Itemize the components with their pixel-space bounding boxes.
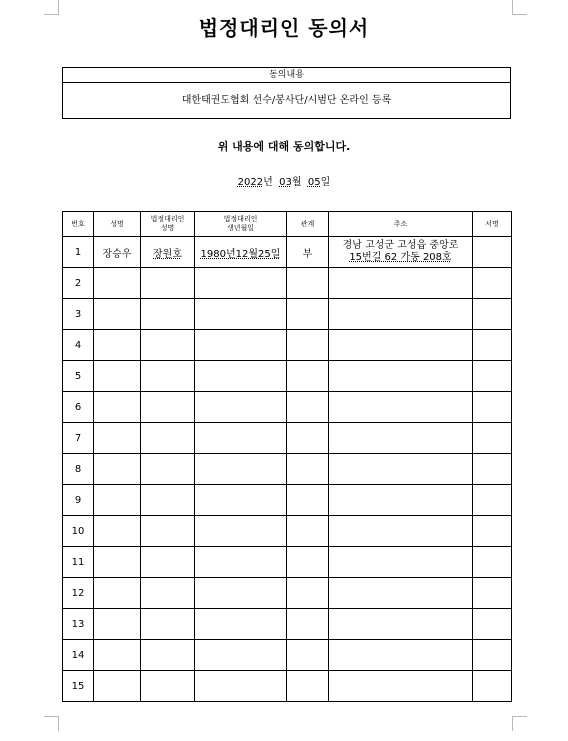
cell-guardian-birth-text: 1980년12월25일 — [200, 248, 281, 260]
cell-relation — [287, 547, 329, 578]
cell-number — [63, 454, 94, 485]
cell-name — [94, 609, 141, 640]
cell-guardian-name — [141, 609, 195, 640]
cell-guardian-birth — [195, 547, 287, 578]
cell-guardian-name — [141, 578, 195, 609]
cell-number — [63, 268, 94, 299]
table-header-row — [63, 212, 512, 237]
cell-relation — [287, 454, 329, 485]
cell-guardian-name — [141, 671, 195, 702]
col-header-number: 번호 — [63, 212, 94, 237]
cell-name — [94, 671, 141, 702]
cell-number-text: 5 — [74, 370, 82, 382]
table-row — [63, 547, 512, 578]
cell-signature — [473, 671, 512, 702]
cell-guardian-name — [141, 516, 195, 547]
cell-guardian-birth — [195, 454, 287, 485]
cell-address — [329, 454, 473, 485]
address-line-2: 15번길 62 가동 208호 — [349, 252, 452, 263]
cell-signature — [473, 237, 512, 268]
guardian-table — [62, 211, 512, 702]
date-line — [0, 173, 568, 188]
table-row — [63, 640, 512, 671]
cell-guardian-birth — [195, 268, 287, 299]
cell-signature — [473, 454, 512, 485]
cell-number — [63, 361, 94, 392]
cell-guardian-name — [141, 640, 195, 671]
cell-name — [94, 268, 141, 299]
col-header-address: 주소 — [329, 212, 473, 237]
table-row — [63, 578, 512, 609]
cell-number-text: 6 — [74, 401, 82, 413]
cell-number — [63, 299, 94, 330]
cell-number-text: 7 — [74, 432, 82, 444]
date-month: 03 — [279, 177, 292, 188]
cell-number — [63, 609, 94, 640]
cell-address — [329, 671, 473, 702]
cell-signature — [473, 485, 512, 516]
cell-guardian-name — [141, 392, 195, 423]
cell-address — [329, 640, 473, 671]
cell-number-text: 14 — [71, 649, 85, 661]
cell-address — [329, 609, 473, 640]
table-body — [63, 237, 512, 702]
cell-address — [329, 578, 473, 609]
cell-relation-text: 부 — [302, 248, 313, 260]
cell-signature — [473, 361, 512, 392]
cell-signature — [473, 609, 512, 640]
table-row — [63, 330, 512, 361]
address-line-1: 경남 고성군 고성읍 중앙로 — [342, 240, 459, 251]
cell-guardian-birth — [195, 361, 287, 392]
cell-number-text: 15 — [71, 680, 85, 692]
cell-signature — [473, 423, 512, 454]
table-row — [63, 516, 512, 547]
cell-signature — [473, 578, 512, 609]
date-day: 05 — [307, 177, 321, 188]
consent-header: 동의내용 — [63, 68, 510, 83]
date-year: 2022 — [237, 177, 264, 188]
col-header-guardian-name: 법정대리인 성명 — [141, 212, 195, 237]
cell-number-text: 2 — [74, 277, 82, 289]
cell-number-text: 13 — [71, 618, 85, 630]
cell-relation — [287, 392, 329, 423]
cell-name — [94, 361, 141, 392]
cell-relation — [287, 640, 329, 671]
cell-guardian-name — [141, 423, 195, 454]
cell-relation — [287, 299, 329, 330]
cell-number — [63, 485, 94, 516]
cell-signature — [473, 268, 512, 299]
cell-relation — [287, 671, 329, 702]
cell-number — [63, 640, 94, 671]
cell-guardian-birth — [195, 578, 287, 609]
table-row — [63, 609, 512, 640]
cell-relation — [287, 330, 329, 361]
agree-statement: 위 내용에 대해 동의합니다. — [217, 140, 351, 153]
cell-relation — [287, 516, 329, 547]
cell-relation — [287, 578, 329, 609]
cell-signature — [473, 392, 512, 423]
cell-guardian-name — [141, 268, 195, 299]
cell-name — [94, 547, 141, 578]
cell-name — [94, 454, 141, 485]
cell-relation — [287, 361, 329, 392]
cell-number-text: 4 — [74, 339, 82, 351]
date-month-unit: 월 — [291, 177, 302, 188]
table-row — [63, 361, 512, 392]
cell-address — [329, 547, 473, 578]
cell-address — [329, 237, 473, 268]
cell-guardian-birth — [195, 330, 287, 361]
cell-relation — [287, 609, 329, 640]
cell-name — [94, 299, 141, 330]
cell-address — [329, 330, 473, 361]
cell-number — [63, 330, 94, 361]
cell-guardian-birth — [195, 516, 287, 547]
cell-relation — [287, 485, 329, 516]
cell-number — [63, 516, 94, 547]
cell-signature — [473, 516, 512, 547]
cell-number-text: 9 — [74, 494, 82, 506]
date-day-unit: 일 — [320, 177, 331, 188]
cell-guardian-birth — [195, 609, 287, 640]
cell-guardian-birth — [195, 485, 287, 516]
cell-relation — [287, 423, 329, 454]
cell-name-text: 장승우 — [102, 248, 132, 260]
table-row — [63, 299, 512, 330]
cell-name — [94, 330, 141, 361]
cell-name — [94, 423, 141, 454]
cell-address — [329, 299, 473, 330]
cell-guardian-birth — [195, 423, 287, 454]
col-header-guardian-birth: 법정대리인 생년월일 — [195, 212, 287, 237]
cell-name — [94, 578, 141, 609]
cell-guardian-name — [141, 547, 195, 578]
cell-relation — [287, 268, 329, 299]
cell-address — [329, 423, 473, 454]
cell-number-text: 11 — [71, 556, 85, 568]
col-header-relation: 관계 — [287, 212, 329, 237]
table-row — [63, 423, 512, 454]
consent-box — [62, 67, 511, 119]
cell-guardian-birth — [195, 299, 287, 330]
cell-signature — [473, 330, 512, 361]
table-row — [63, 237, 512, 268]
cell-number — [63, 423, 94, 454]
crop-mark-bottom-right — [512, 716, 527, 731]
table-row — [63, 268, 512, 299]
cell-guardian-birth — [195, 237, 287, 268]
cell-signature — [473, 547, 512, 578]
cell-guardian-birth — [195, 640, 287, 671]
cell-guardian-birth — [195, 392, 287, 423]
table-row — [63, 671, 512, 702]
cell-number — [63, 671, 94, 702]
cell-name — [94, 516, 141, 547]
crop-mark-bottom-left — [44, 716, 59, 731]
table-row — [63, 392, 512, 423]
cell-number-text: 8 — [74, 463, 82, 475]
cell-name — [94, 485, 141, 516]
cell-address — [329, 268, 473, 299]
cell-number-text: 12 — [71, 587, 85, 599]
cell-name — [94, 640, 141, 671]
cell-number-text: 1 — [74, 246, 82, 258]
cell-signature — [473, 299, 512, 330]
document-title: 법정대리인 동의서 — [198, 16, 370, 40]
col-header-signature: 서명 — [473, 212, 512, 237]
cell-number — [63, 392, 94, 423]
cell-address — [329, 485, 473, 516]
cell-address — [329, 361, 473, 392]
cell-number — [63, 547, 94, 578]
cell-guardian-name — [141, 330, 195, 361]
cell-name — [94, 237, 141, 268]
cell-number-text: 10 — [71, 525, 85, 537]
cell-number — [63, 237, 94, 268]
cell-address — [329, 516, 473, 547]
cell-number-text: 3 — [74, 308, 82, 320]
cell-guardian-name — [141, 299, 195, 330]
consent-content: 대한태권도협회 선수/봉사단/시범단 온라인 등록 — [181, 95, 392, 106]
table-row — [63, 454, 512, 485]
cell-address — [329, 392, 473, 423]
cell-signature — [473, 640, 512, 671]
cell-guardian-name-text: 장원호 — [153, 248, 182, 260]
table-row — [63, 485, 512, 516]
cell-guardian-name — [141, 485, 195, 516]
cell-name — [94, 392, 141, 423]
cell-guardian-name — [141, 454, 195, 485]
cell-relation — [287, 237, 329, 268]
date-year-unit: 년 — [263, 177, 273, 188]
col-header-name: 성명 — [94, 212, 141, 237]
cell-guardian-birth — [195, 671, 287, 702]
cell-guardian-name — [141, 361, 195, 392]
cell-guardian-name — [141, 237, 195, 268]
cell-number — [63, 578, 94, 609]
